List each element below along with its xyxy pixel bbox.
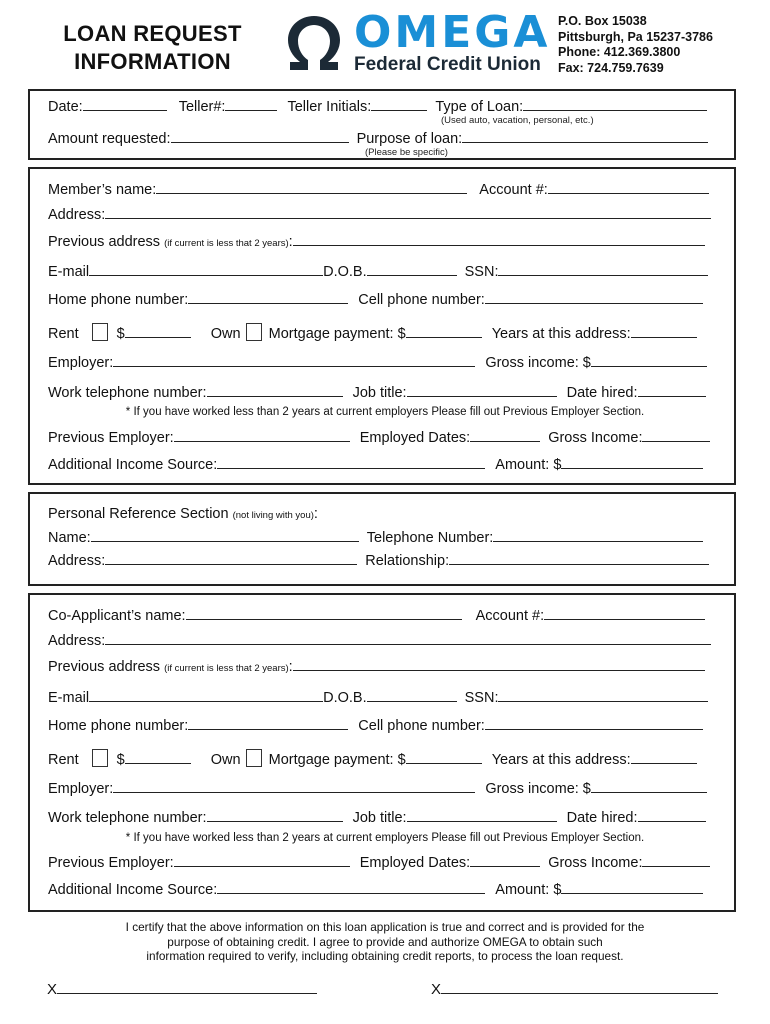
- member-mortgage-field[interactable]: [406, 323, 482, 338]
- reference-telephone-label: Telephone Number:: [366, 530, 494, 546]
- certification-line-1: I certify that the above information on this loan application is true and correct and is provided for the: [125, 920, 645, 934]
- coapp-dob-label: D.O.B.: [323, 690, 367, 706]
- coapp-rent-label: Rent: [48, 752, 79, 768]
- contact-phone: Phone: 412.369.3800: [558, 45, 681, 59]
- coapp-row-phones: [48, 715, 703, 735]
- member-row-address: [48, 204, 711, 224]
- certification-line-2: purpose of obtaining credit. I agree to provide and authorize OMEGA to obtain such: [167, 934, 603, 949]
- reference-address-field[interactable]: [105, 550, 357, 565]
- coapp-cell-phone-label: Cell phone number:: [358, 718, 485, 734]
- coapp-rent-checkbox[interactable]: [92, 749, 108, 767]
- date-label: Date:: [48, 99, 83, 115]
- coapp-prev-address-field[interactable]: [293, 656, 705, 671]
- teller-label: Teller#:: [178, 99, 226, 115]
- member-amount-label: Amount: $: [495, 457, 562, 473]
- coapp-cell-phone-field[interactable]: [485, 715, 703, 730]
- coapp-work-phone-label: Work telephone number:: [48, 810, 207, 826]
- member-job-title-label: Job title:: [352, 385, 407, 401]
- member-job-title-field[interactable]: [407, 382, 557, 397]
- member-rent-field[interactable]: [125, 323, 191, 338]
- member-rent-dollar: $: [116, 326, 125, 342]
- member-prev-address-hint: (if current is less that 2 years): [164, 238, 289, 249]
- coapp-prev-employer-field[interactable]: [174, 852, 350, 867]
- coapp-job-title-label: Job title:: [352, 810, 407, 826]
- member-own-label: Own: [210, 326, 241, 342]
- coapp-address-label: Address:: [48, 633, 106, 649]
- member-prev-address-colon: :: [288, 234, 293, 250]
- member-own-checkbox[interactable]: [246, 323, 262, 341]
- purpose-label: Purpose of loan:: [356, 131, 463, 147]
- member-row-contact: [48, 261, 708, 281]
- member-work-phone-label: Work telephone number:: [48, 385, 207, 401]
- member-prev-address-label: Previous address: [48, 234, 161, 250]
- coapp-row-additional: [48, 879, 703, 899]
- member-years-label: Years at this address:: [491, 326, 631, 342]
- brand-subtitle: Federal Credit Union: [354, 54, 541, 75]
- coapp-own-checkbox[interactable]: [246, 749, 262, 767]
- member-email-label: E-mail: [48, 264, 90, 280]
- coapp-additional-label: Additional Income Source:: [48, 882, 218, 898]
- title-line-1: LOAN REQUEST: [63, 21, 242, 46]
- member-dob-label: D.O.B.: [323, 264, 367, 280]
- coapp-date-hired-field[interactable]: [638, 807, 706, 822]
- coapp-home-phone-label: Home phone number:: [48, 718, 189, 734]
- reference-name-field[interactable]: [91, 527, 359, 542]
- coapp-employment-note: * If you have worked less than 2 years at current employers Please fill out Previous Employer Section.: [125, 832, 645, 844]
- coapp-row-work: [48, 807, 706, 827]
- member-additional-label: Additional Income Source:: [48, 457, 218, 473]
- member-cell-phone-label: Cell phone number:: [358, 292, 485, 308]
- coapp-name-label: Co-Applicant’s name:: [48, 608, 186, 624]
- member-account-label: Account #:: [479, 182, 548, 198]
- reference-heading: Personal Reference Section: [48, 506, 229, 522]
- coapp-address-field[interactable]: [105, 630, 711, 645]
- member-employed-dates-label: Employed Dates:: [359, 430, 471, 446]
- member-work-phone-field[interactable]: [207, 382, 343, 397]
- title-line-2: INFORMATION: [74, 49, 231, 74]
- contact-fax: Fax: 724.759.7639: [558, 60, 664, 75]
- loan-type-hint: (Used auto, vacation, personal, etc.): [441, 115, 594, 126]
- coapp-own-label: Own: [210, 752, 241, 768]
- loan-type-label: Type of Loan:: [435, 99, 524, 115]
- reference-hint: (not living with you): [232, 510, 314, 521]
- member-prev-employer-field[interactable]: [174, 427, 350, 442]
- coapp-dob-field[interactable]: [367, 687, 457, 702]
- coapp-row-address: [48, 630, 711, 650]
- member-prev-address-field[interactable]: [293, 231, 705, 246]
- coapp-employer-field[interactable]: [113, 778, 475, 793]
- coapp-row-name: [48, 605, 705, 625]
- reference-row-heading: [48, 504, 318, 524]
- coapp-name-field[interactable]: [186, 605, 462, 620]
- member-employer-label: Employer:: [48, 355, 114, 371]
- signature-1-field[interactable]: [57, 979, 317, 994]
- coapp-years-label: Years at this address:: [491, 752, 631, 768]
- coapp-account-field[interactable]: [544, 605, 705, 620]
- member-dob-field[interactable]: [367, 261, 457, 276]
- coapp-years-field[interactable]: [631, 749, 697, 764]
- reference-address-label: Address:: [48, 553, 106, 569]
- member-home-phone-field[interactable]: [188, 289, 348, 304]
- coapp-prev-address-hint: (if current is less that 2 years): [164, 663, 289, 674]
- reference-colon: :: [313, 506, 318, 522]
- member-address-label: Address:: [48, 207, 106, 223]
- coapp-rent-dollar: $: [116, 752, 125, 768]
- member-name-label: Member’s name:: [48, 182, 157, 198]
- omega-logo: [282, 7, 552, 80]
- reference-relationship-field[interactable]: [449, 550, 709, 565]
- coapp-email-label: E-mail: [48, 690, 90, 706]
- member-row-additional: [48, 454, 703, 474]
- member-additional-field[interactable]: [217, 454, 485, 469]
- signature-1-x: X: [47, 981, 58, 998]
- member-rent-checkbox[interactable]: [92, 323, 108, 341]
- coapp-mortgage-field[interactable]: [406, 749, 482, 764]
- coapp-job-title-field[interactable]: [407, 807, 557, 822]
- member-row-prev-address: [48, 231, 705, 251]
- contact-po-box: P.O. Box 15038: [558, 14, 647, 28]
- form-title: [40, 20, 265, 76]
- member-row-housing: [48, 323, 697, 343]
- loan-row-1: [48, 96, 707, 116]
- member-row-prev-employer: [48, 427, 710, 447]
- member-cell-phone-field[interactable]: [485, 289, 703, 304]
- purpose-field[interactable]: [462, 128, 708, 143]
- signature-2-field[interactable]: [441, 979, 718, 994]
- coapp-gross-income-field[interactable]: [642, 852, 710, 867]
- member-gross-income-label: Gross Income:: [548, 430, 643, 446]
- date-field[interactable]: [83, 96, 167, 111]
- member-account-field[interactable]: [548, 179, 709, 194]
- member-row-employer: [48, 352, 707, 372]
- teller-initials-field[interactable]: [371, 96, 427, 111]
- member-row-phones: [48, 289, 703, 309]
- coapp-row-prev-address: [48, 656, 705, 676]
- member-ssn-field[interactable]: [498, 261, 708, 276]
- member-rent-label: Rent: [48, 326, 79, 342]
- contact-block: [558, 14, 713, 76]
- purpose-hint: (Please be specific): [365, 147, 448, 158]
- member-prev-employer-label: Previous Employer:: [48, 430, 174, 446]
- member-mortgage-label: Mortgage payment: $: [268, 326, 406, 342]
- brand-name: OMEGA: [354, 7, 551, 58]
- member-gross-label: Gross income: $: [485, 355, 591, 371]
- coapp-amount-field[interactable]: [561, 879, 703, 894]
- coapp-account-label: Account #:: [475, 608, 545, 624]
- coapp-gross-field[interactable]: [591, 778, 707, 793]
- member-years-field[interactable]: [631, 323, 697, 338]
- reference-relationship-label: Relationship:: [365, 553, 450, 569]
- member-home-phone-label: Home phone number:: [48, 292, 189, 308]
- loan-type-field[interactable]: [523, 96, 707, 111]
- coapp-row-employer: [48, 778, 707, 798]
- member-gross-field[interactable]: [591, 352, 707, 367]
- teller-field[interactable]: [225, 96, 277, 111]
- coapp-rent-field[interactable]: [125, 749, 191, 764]
- coapp-mortgage-label: Mortgage payment: $: [268, 752, 406, 768]
- coapp-home-phone-field[interactable]: [188, 715, 348, 730]
- coapp-ssn-field[interactable]: [498, 687, 708, 702]
- coapp-amount-label: Amount: $: [495, 882, 562, 898]
- coapp-gross-income-label: Gross Income:: [548, 855, 643, 871]
- member-employment-note: * If you have worked less than 2 years at current employers Please fill out Previous Employer Section.: [125, 406, 645, 418]
- signature-2: [431, 979, 718, 999]
- coapp-prev-employer-label: Previous Employer:: [48, 855, 174, 871]
- amount-requested-label: Amount requested:: [48, 131, 171, 147]
- teller-initials-label: Teller Initials:: [287, 99, 372, 115]
- amount-requested-field[interactable]: [171, 128, 349, 143]
- member-row-work: [48, 382, 706, 402]
- reference-row-address: [48, 550, 709, 570]
- member-email-field[interactable]: [89, 261, 323, 276]
- coapp-gross-label: Gross income: $: [485, 781, 591, 797]
- loan-row-2: [48, 128, 708, 148]
- reference-row-name: [48, 527, 703, 547]
- coapp-work-phone-field[interactable]: [207, 807, 343, 822]
- member-employed-dates-field[interactable]: [470, 427, 540, 442]
- member-address-field[interactable]: [105, 204, 711, 219]
- member-amount-field[interactable]: [561, 454, 703, 469]
- contact-city: Pittsburgh, Pa 15237-3786: [558, 29, 713, 44]
- member-row-name: [48, 179, 709, 199]
- coapp-employed-dates-label: Employed Dates:: [359, 855, 471, 871]
- coapp-prev-address-colon: :: [288, 659, 293, 675]
- coapp-ssn-label: SSN:: [464, 690, 499, 706]
- member-date-hired-label: Date hired:: [566, 385, 638, 401]
- coapp-row-contact: [48, 687, 708, 707]
- reference-name-label: Name:: [48, 530, 91, 546]
- coapp-additional-field[interactable]: [217, 879, 485, 894]
- coapp-prev-address-label: Previous address: [48, 659, 161, 675]
- coapp-employer-label: Employer:: [48, 781, 114, 797]
- signature-1: [47, 979, 317, 999]
- member-gross-income-field[interactable]: [642, 427, 710, 442]
- member-employer-field[interactable]: [113, 352, 475, 367]
- member-ssn-label: SSN:: [464, 264, 499, 280]
- coapp-date-hired-label: Date hired:: [566, 810, 638, 826]
- member-date-hired-field[interactable]: [638, 382, 706, 397]
- coapp-email-field[interactable]: [89, 687, 323, 702]
- coapp-row-housing: [48, 749, 697, 769]
- coapp-employed-dates-field[interactable]: [470, 852, 540, 867]
- signature-2-x: X: [431, 981, 442, 998]
- certification-text: [95, 920, 675, 964]
- certification-line-3: information required to verify, including obtaining credit reports, to process the loan request.: [146, 949, 624, 963]
- reference-telephone-field[interactable]: [493, 527, 703, 542]
- coapp-row-prev-employer: [48, 852, 710, 872]
- member-name-field[interactable]: [156, 179, 467, 194]
